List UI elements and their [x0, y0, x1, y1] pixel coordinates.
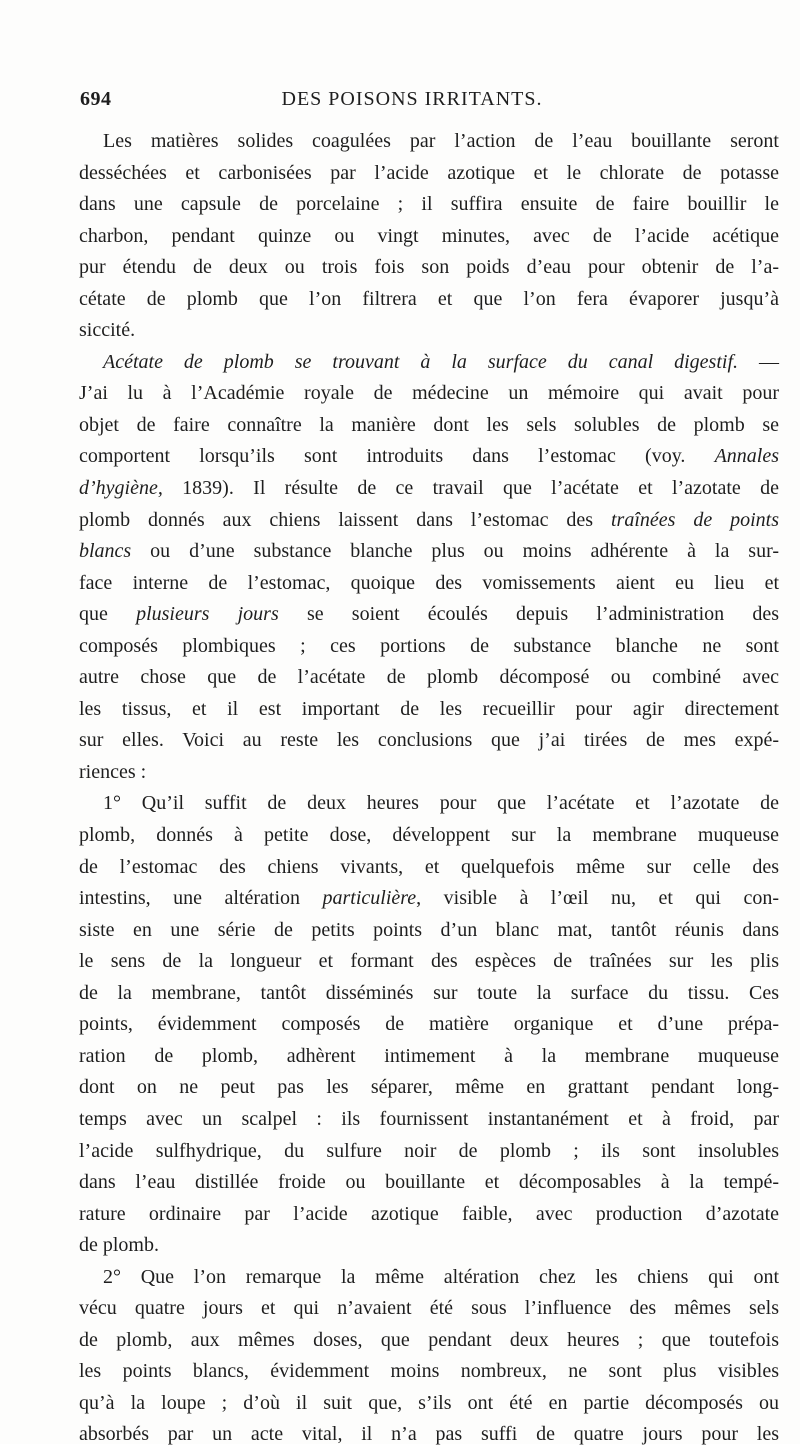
text-line: Les matières solides coagulées par l’action de l’eau bouillante seront [103, 130, 779, 152]
text-line: vécu quatre jours et qui n’avaient été sous l’influence des mêmes sels [79, 1297, 779, 1320]
text-line: sur elles. Voici au reste les conclusions que j’ai tirées de mes expé- [79, 729, 779, 752]
italic-segment: d’hygiène, [79, 477, 163, 500]
text-line: cétate de plomb que l’on filtrera et que l’on fera évaporer jusqu’à [79, 287, 779, 310]
text-line: le sens de la longueur et formant des espèces de traînées sur les plis [79, 950, 779, 973]
text-line [79, 473, 779, 505]
text-line: riences : [79, 760, 147, 783]
text-line: pur étendu de deux ou trois fois son poids d’eau pour obtenir de l’a- [79, 256, 779, 279]
text-line: 1° Qu’il suffit de deux heures pour que l’acétate et l’azotate de [103, 792, 779, 815]
text-line: ration de plomb, adhèrent intimement à la membrane muqueuse [79, 1044, 779, 1067]
text-line: absorbés par un acte vital, il n’a pas suffi de quatre jours pour les [79, 1423, 779, 1446]
text-line: J’ai lu à l’Académie royale de médecine un mémoire qui avait pour [79, 382, 779, 405]
text-segment: plomb donnés aux chiens laissent dans l’estomac des [79, 508, 611, 531]
text-line [79, 347, 779, 379]
text-segment: — [738, 350, 779, 373]
italic-segment: plusieurs jours [136, 603, 279, 626]
text-line: face interne de l’estomac, quoique des vomissements aient eu lieu et [79, 571, 779, 594]
italic-segment: Acétate de plomb se trouvant à la surface du canal digestif. [103, 350, 739, 373]
text-line: dont on ne peut pas les séparer, même en grattant pendant long- [79, 1076, 779, 1099]
text-line: de l’estomac des chiens vivants, et quelquefois même sur celle des [79, 855, 779, 878]
italic-segment: traînées de points [610, 508, 779, 531]
text-line [79, 883, 779, 915]
italic-segment: blancs [79, 540, 132, 563]
text-segment: comportent lorsqu’ils sont introduits dans l’estomac (voy. [79, 445, 715, 468]
text-segment: que [79, 603, 137, 626]
text-line: temps avec un scalpel : ils fournissent instantanément et à froid, par [79, 1107, 779, 1130]
text-line: 2° Que l’on remarque la même altération chez les chiens qui ont [103, 1265, 779, 1288]
text-segment: ou d’une substance blanche plus ou moins adhérente à la sur- [131, 540, 779, 563]
text-line: autre chose que de l’acétate de plomb décomposé ou combiné avec [79, 666, 779, 689]
text-line: les tissus, et il est important de les recueillir pour agir directement [79, 697, 779, 720]
text-line: charbon, pendant quinze ou vingt minutes, avec de l’acide acétique [79, 224, 779, 247]
text-line: l’acide sulfhydrique, du sulfure noir de plomb ; ils sont insolubles [79, 1139, 779, 1162]
text-line: qu’à la loupe ; d’où il suit que, s’ils ont été en partie décomposés ou [79, 1391, 779, 1414]
page-number: 694 [80, 88, 112, 110]
text-line: objet de faire connaître la manière dont les sels solubles de plomb se [79, 413, 779, 436]
running-title: DES POISONS IRRITANTS. [281, 88, 543, 110]
text-line: les points blancs, évidemment moins nombreux, ne sont plus visibles [79, 1360, 779, 1383]
text-line: siccité. [79, 319, 136, 342]
text-line: desséchées et carbonisées par l’acide azotique et le chlorate de potasse [79, 161, 779, 184]
text-line: points, évidemment composés de matière organique et d’une prépa- [79, 1013, 779, 1036]
text-line: de plomb, aux mêmes doses, que pendant deux heures ; que toutefois [79, 1328, 779, 1351]
text-line [79, 599, 779, 631]
italic-segment: particulière [322, 887, 417, 910]
text-line: de plomb. [79, 1234, 159, 1257]
italic-segment: Annales [714, 445, 779, 468]
text-line: plomb, donnés à petite dose, développent sur la membrane muqueuse [79, 824, 779, 847]
body-text [79, 126, 779, 1451]
text-line: dans une capsule de porcelaine ; il suffira ensuite de faire bouillir le [79, 193, 779, 216]
text-line: dans l’eau distillée froide ou bouillante et décomposables à la tempé- [79, 1171, 779, 1194]
text-line [79, 536, 779, 568]
text-segment: , visible à l’œil nu, et qui con- [416, 887, 779, 910]
text-segment: intestins, une altération [79, 887, 323, 910]
text-line [79, 441, 779, 473]
text-segment: se soient écoulés depuis l’administration des [278, 603, 779, 626]
text-line: de la membrane, tantôt disséminés sur toute la surface du tissu. Ces [79, 981, 779, 1004]
text-segment: 1839). Il résulte de ce travail que l’acétate et l’azotate de [162, 477, 779, 500]
text-line: composés plombiques ; ces portions de substance blanche ne sont [79, 634, 779, 657]
text-line: rature ordinaire par l’acide azotique faible, avec production d’azotate [79, 1202, 779, 1225]
text-line [79, 505, 779, 537]
running-head [80, 88, 744, 114]
text-line: siste en une série de petits points d’un blanc mat, tantôt réunis dans [79, 918, 779, 941]
